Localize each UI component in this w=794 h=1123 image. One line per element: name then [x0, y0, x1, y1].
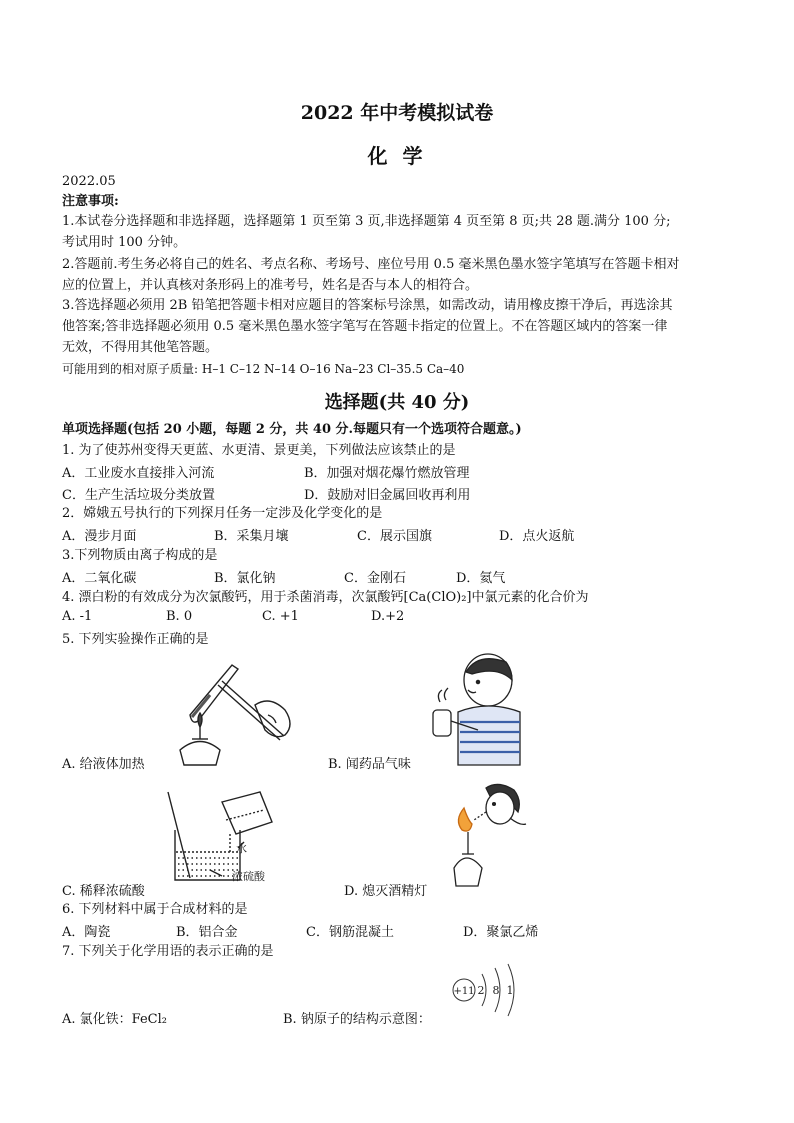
q5-option-b[interactable]: B. 闻药品气味 — [328, 757, 411, 772]
q2-option-b[interactable]: B．采集月壤 — [214, 529, 289, 544]
note-2-line-2: 应的位置上，并认真核对条形码上的准考号，姓名是否与本人的相符合。 — [62, 278, 479, 293]
q3-option-c[interactable]: C．金刚石 — [344, 571, 406, 586]
q4-option-c[interactable]: C. +1 — [262, 609, 299, 624]
diluting-acid-illustration — [160, 790, 290, 885]
q2-stem: 2．嫦娥五号执行的下列探月任务一定涉及化学变化的是 — [62, 506, 383, 521]
q6-option-a[interactable]: A．陶瓷 — [62, 925, 111, 940]
shell-1-count: 2 — [477, 984, 485, 997]
shell-3-count: 1 — [506, 984, 514, 997]
q4-option-a[interactable]: A. -1 — [62, 609, 93, 624]
exam-date: 2022.05 — [62, 174, 116, 189]
q3-option-a[interactable]: A．二氧化碳 — [62, 571, 137, 586]
nucleus-label: +11 — [453, 986, 475, 997]
q2-option-d[interactable]: D．点火返航 — [499, 529, 575, 544]
q1-option-b[interactable]: B．加强对烟花爆竹燃放管理 — [304, 466, 470, 481]
note-3-line-3: 无效，不得用其他笔答题。 — [62, 340, 219, 355]
section-title: 选择题(共 40 分) — [324, 392, 470, 413]
q5-option-a[interactable]: A. 给液体加热 — [62, 757, 145, 772]
q6-option-c[interactable]: C．钢筋混凝土 — [306, 925, 394, 940]
q5-option-c[interactable]: C. 稀释浓硫酸 — [62, 884, 145, 899]
subject-title: 化 学 — [367, 144, 427, 168]
q1-option-a[interactable]: A．工业废水直接排入河流 — [62, 466, 215, 481]
sodium-atom-diagram — [448, 960, 528, 1020]
notes-heading: 注意事项: — [62, 194, 119, 209]
q1-option-c[interactable]: C．生产生活垃圾分类放置 — [62, 488, 215, 503]
q3-option-d[interactable]: D．氦气 — [456, 571, 506, 586]
q2-option-c[interactable]: C．展示国旗 — [357, 529, 432, 544]
q6-stem: 6. 下列材料中属于合成材料的是 — [62, 902, 248, 917]
smelling-illustration — [428, 650, 523, 768]
q7-option-b[interactable]: B. 钠原子的结构示意图： — [283, 1012, 431, 1027]
q1-option-d[interactable]: D．鼓励对旧金属回收再利用 — [304, 488, 471, 503]
blowing-lamp-illustration — [448, 782, 528, 892]
q3-stem: 3.下列物质由离子构成的是 — [62, 548, 218, 563]
q7-stem: 7. 下列关于化学用语的表示正确的是 — [62, 944, 274, 959]
q1-stem: 1. 为了使苏州变得天更蓝、水更清、景更美，下列做法应该禁止的是 — [62, 443, 456, 458]
q4-option-d[interactable]: D.+2 — [371, 609, 405, 624]
q4-stem: 4. 漂白粉的有效成分为次氯酸钙，用于杀菌消毒，次氯酸钙[Ca(ClO)₂]中氯元素的化合价为 — [62, 590, 589, 605]
q2-option-a[interactable]: A．漫步月面 — [62, 529, 137, 544]
note-3-line-2: 他答案;答非选择题必须用 0.5 毫米黑色墨水签字笔写在答题卡指定的位置上。不在答题区域内的答案一律 — [62, 319, 668, 334]
q6-option-b[interactable]: B．铝合金 — [176, 925, 238, 940]
note-3-line-1: 3.答选择题必须用 2B 铅笔把答题卡相对应题目的答案标号涂黑，如需改动，请用橡皮擦干净后，再选涂其 — [62, 298, 673, 313]
q4-option-b[interactable]: B. 0 — [166, 609, 193, 624]
q5-stem: 5. 下列实验操作正确的是 — [62, 632, 209, 647]
water-label: 水 — [236, 842, 247, 855]
q6-option-d[interactable]: D．聚氯乙烯 — [463, 925, 539, 940]
q3-option-b[interactable]: B．氯化钠 — [214, 571, 276, 586]
acid-label: 浓硫酸 — [232, 870, 265, 883]
note-1-line-2: 考试用时 100 分钟。 — [62, 235, 187, 250]
section-instruction: 单项选择题(包括 20 小题，每题 2 分，共 40 分.每题只有一个选项符合题意。) — [62, 422, 522, 437]
note-2-line-1: 2.答题前.考生务必将自己的姓名、考点名称、考场号、座位号用 0.5 毫米黑色墨水签字笔填写在答题卡相对 — [62, 257, 680, 272]
note-1-line-1: 1.本试卷分选择题和非选择题，选择题第 1 页至第 3 页,非选择题第 4 页至第 8 页;共 28 题.满分 100 分; — [62, 214, 671, 229]
q7-option-a[interactable]: A. 氯化铁：FeCl₂ — [62, 1012, 167, 1027]
q5-option-d[interactable]: D. 熄灭酒精灯 — [344, 884, 428, 899]
heating-liquid-illustration — [170, 655, 300, 770]
exam-title: 2022 年中考模拟试卷 — [300, 102, 494, 124]
shell-2-count: 8 — [492, 984, 500, 997]
atomic-masses: 可能用到的相对原子质量: H–1 C–12 N–14 O–16 Na–23 Cl–35.5 Ca–40 — [62, 362, 465, 376]
